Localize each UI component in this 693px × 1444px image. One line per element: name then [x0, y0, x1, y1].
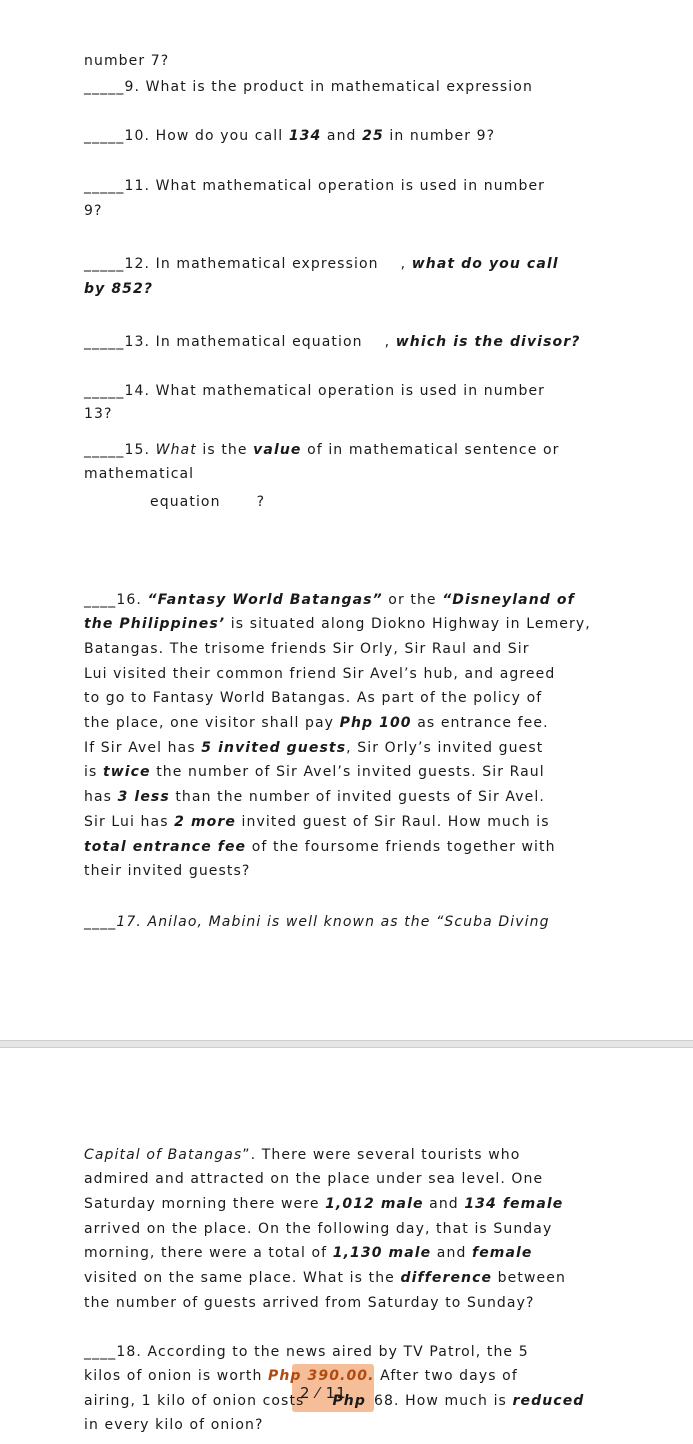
question-13: _____13. In mathematical equation , which is the divisor?	[84, 334, 581, 350]
question-14: _____14. What mathematical operation is used in number	[84, 383, 546, 399]
question-18-line: in every kilo of onion?	[84, 1417, 264, 1433]
answer-blank: _____	[84, 383, 125, 399]
question-17-line: arrived on the place. On the following day, that is Sunday	[84, 1221, 553, 1237]
question-16-line: the Philippines’ is situated along Diokno Highway in Lemery,	[84, 616, 591, 632]
answer-blank: _____	[84, 442, 125, 458]
question-16-line: Lui visited their common friend Sir Avel’s hub, and agreed	[84, 666, 556, 682]
page-divider	[0, 1040, 693, 1048]
question-18-line: airing, 1 kilo of onion costs Php 68. How much is reduced	[84, 1393, 585, 1409]
question-16-line: has 3 less than the number of invited guests of Sir Avel.	[84, 789, 545, 805]
answer-blank: _____	[84, 178, 125, 194]
question-12: _____12. In mathematical expression , what do you call	[84, 256, 559, 272]
question-16-line: total entrance fee of the foursome friends together with	[84, 839, 556, 855]
question-17-line: morning, there were a total of 1,130 male and female	[84, 1245, 533, 1261]
question-15-cont: mathematical	[84, 466, 195, 482]
question-10: _____10. How do you call 134 and 25 in number 9?	[84, 128, 496, 144]
question-11: _____11. What mathematical operation is used in number	[84, 178, 546, 194]
question-11-cont: 9?	[84, 203, 103, 219]
question-16-line: If Sir Avel has 5 invited guests, Sir Orly’s invited guest	[84, 740, 544, 756]
question-15-cont2: equation ?	[150, 494, 266, 510]
question-16-line: ____16. “Fantasy World Batangas” or the “Disneyland of	[84, 592, 575, 608]
question-17-line: the number of guests arrived from Saturday to Sunday?	[84, 1295, 535, 1311]
question-9: _____9. What is the product in mathematical expression	[84, 79, 533, 95]
question-16-line: is twice the number of Sir Avel’s invited guests. Sir Raul	[84, 764, 545, 780]
answer-blank: ____	[84, 914, 117, 930]
q8-continuation: number 7?	[84, 53, 170, 69]
question-16-line: Batangas. The trisome friends Sir Orly, Sir Raul and Sir	[84, 641, 530, 657]
question-16-line: Sir Lui has 2 more invited guest of Sir Raul. How much is	[84, 814, 550, 830]
question-17-line: visited on the same place. What is the difference between	[84, 1270, 566, 1286]
answer-blank: _____	[84, 256, 125, 272]
answer-blank: ____	[84, 592, 117, 608]
question-16-line: their invited guests?	[84, 863, 251, 879]
question-18-line: kilos of onion is worth Php 390.00. After two days of	[84, 1368, 518, 1384]
question-14-cont: 13?	[84, 406, 113, 422]
answer-blank: _____	[84, 334, 125, 350]
question-17-line: admired and attracted on the place under sea level. One	[84, 1171, 544, 1187]
question-16-line: to go to Fantasy World Batangas. As part of the policy of	[84, 690, 543, 706]
question-18-line: ____18. According to the news aired by TV Patrol, the 5	[84, 1344, 529, 1360]
answer-blank: _____	[84, 128, 125, 144]
question-16-line: the place, one visitor shall pay Php 100 as entrance fee.	[84, 715, 549, 731]
question-17-line: Saturday morning there were 1,012 male and 134 female	[84, 1196, 564, 1212]
question-15: _____15. What is the value of in mathematical sentence or	[84, 442, 560, 458]
answer-blank: ____	[84, 1344, 117, 1360]
question-17-line: ____17. Anilao, Mabini is well known as the “Scuba Diving	[84, 914, 550, 930]
question-12-cont: by 852?	[84, 281, 154, 297]
answer-blank: _____	[84, 79, 125, 95]
fraction-mark: 2 ⁄ 11	[300, 1384, 347, 1402]
question-17-line: Capital of Batangas”. There were several tourists who	[84, 1147, 521, 1163]
